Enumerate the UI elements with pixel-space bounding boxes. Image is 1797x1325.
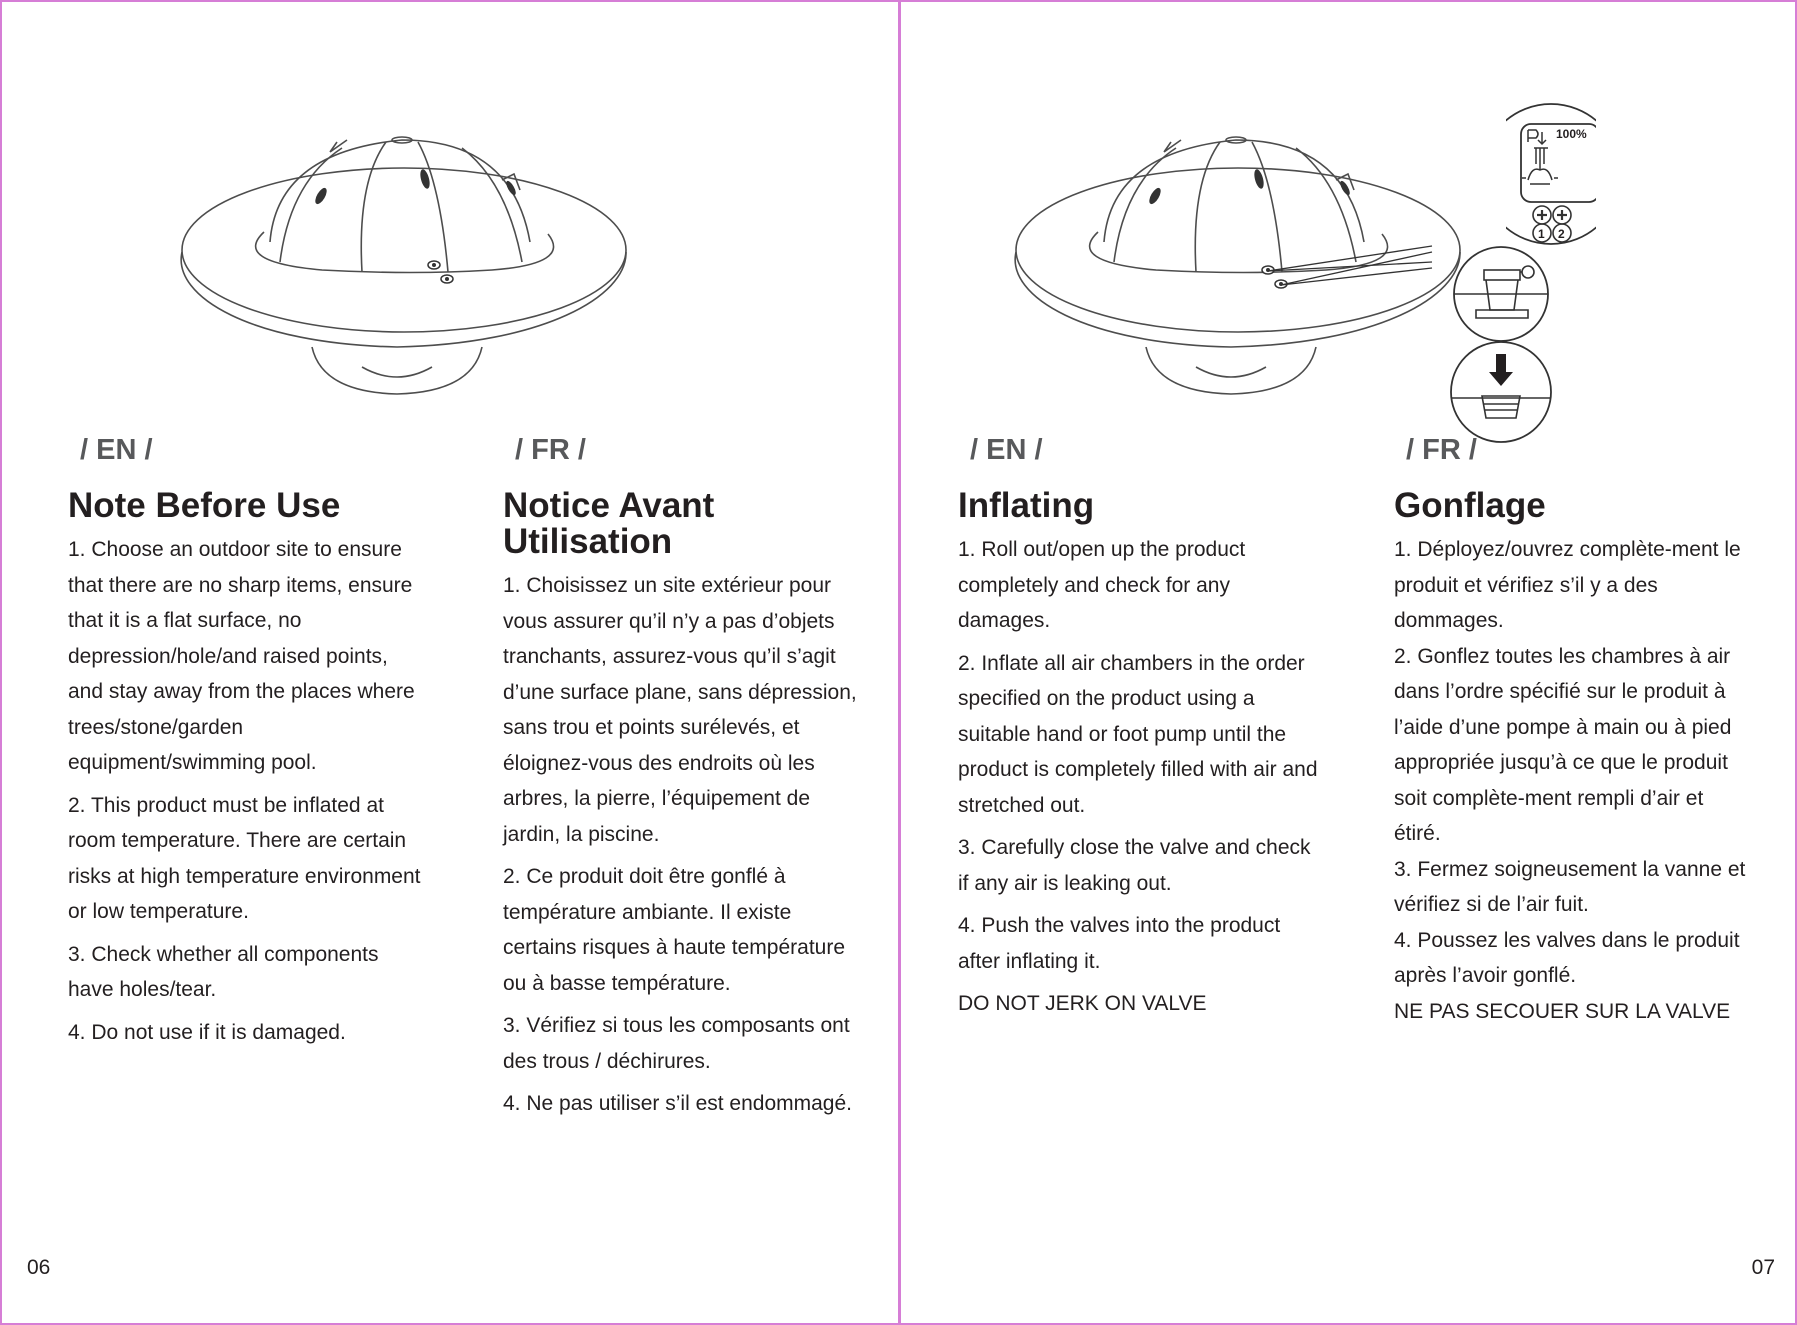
- list-item: 4. Do not use if it is damaged.: [68, 1020, 346, 1044]
- list-item: 2. This product must be inflated at room temperature. There are certain risks at high temperature environment or low temperature.: [68, 793, 421, 923]
- list-item: 3. Carefully close the valve and check if any air is leaking out.: [958, 836, 1311, 895]
- inflatable-dome-illustration: [172, 122, 642, 422]
- language-label: / FR /: [515, 434, 586, 466]
- instruction-list: [1394, 532, 1754, 1029]
- chamber-order-2: 2: [1558, 227, 1565, 241]
- language-label: / EN /: [80, 434, 153, 466]
- fr-column: [1394, 430, 1754, 1029]
- list-item: DO NOT JERK ON VALVE: [958, 992, 1207, 1015]
- language-label: / EN /: [970, 434, 1043, 466]
- list-item: 2. Gonflez toutes les chambres à air dans l’ordre spécifié sur le produit à l’aide d’une pompe à main ou à pied appropriée jusqu’à ce que le produit soit complète-ment rempli d’air et étiré.: [1394, 644, 1732, 845]
- list-item: 3. Vérifiez si tous les composants ont des trous / déchirures.: [503, 1014, 850, 1073]
- valve-fill-label: 100%: [1556, 127, 1587, 141]
- section-title: Note Before Use: [68, 486, 341, 525]
- section-title: Inflating: [958, 486, 1095, 525]
- page-number: 07: [1751, 1256, 1775, 1279]
- list-item: 2. Inflate all air chambers in the order specified on the product using a suitable hand or foot pump until the product is completely filled with air and stretched out.: [958, 651, 1318, 817]
- callout-lines: [1266, 242, 1436, 292]
- list-item: NE PAS SECOUER SUR LA VALVE: [1394, 999, 1731, 1023]
- instruction-list: [958, 532, 1318, 1022]
- list-item: 1. Déployez/ouvrez complète-ment le produit et vérifiez s’il y a des dommages.: [1394, 538, 1741, 632]
- fr-column: [503, 430, 863, 1129]
- language-label: / FR /: [1406, 434, 1477, 466]
- instruction-list: [68, 532, 428, 1050]
- list-item: 1. Choose an outdoor site to ensure that there are no sharp items, ensure that it is a flat surface, no depression/hole/and raised points, and stay away from the places where trees/stone/garden equipment/swimming pool.: [68, 538, 415, 774]
- list-item: 1. Choisissez un site extérieur pour vous assurer qu’il n’y a pas d’objets tranchants, assurez-vous qu’il s’agit d’une surface plane, sans dépression, sans trou et points surélevés, et éloignez-vous des endroits où les arbres, la pierre, l’équipement de jardin, la piscine.: [503, 574, 857, 846]
- list-item: 4. Push the valves into the product after inflating it.: [958, 914, 1281, 973]
- list-item: 1. Roll out/open up the product completely and check for any damages.: [958, 538, 1246, 632]
- list-item: 4. Poussez les valves dans le produit après l’avoir gonflé.: [1394, 928, 1740, 987]
- page-left: [2, 2, 898, 1323]
- en-column: [68, 430, 428, 1057]
- list-item: 3. Check whether all components have holes/tear.: [68, 942, 379, 1001]
- page-right: [901, 2, 1797, 1323]
- list-item: 2. Ce produit doit être gonflé à température ambiante. Il existe certains risques à haute température ou à basse température.: [503, 865, 846, 995]
- instruction-list: [503, 568, 863, 1122]
- section-title: Gonflage: [1394, 486, 1546, 525]
- chamber-order-1: 1: [1538, 227, 1545, 241]
- valve-callout-close: [1446, 242, 1556, 342]
- en-column: [958, 430, 1318, 1029]
- valve-callout-inflate: [1506, 100, 1596, 250]
- section-title: Notice Avant Utilisation: [503, 486, 715, 561]
- list-item: 3. Fermez soigneusement la vanne et vérifiez si de l’air fuit.: [1394, 857, 1746, 916]
- page-number: 06: [27, 1256, 51, 1279]
- list-item: 4. Ne pas utiliser s’il est endommagé.: [503, 1092, 852, 1115]
